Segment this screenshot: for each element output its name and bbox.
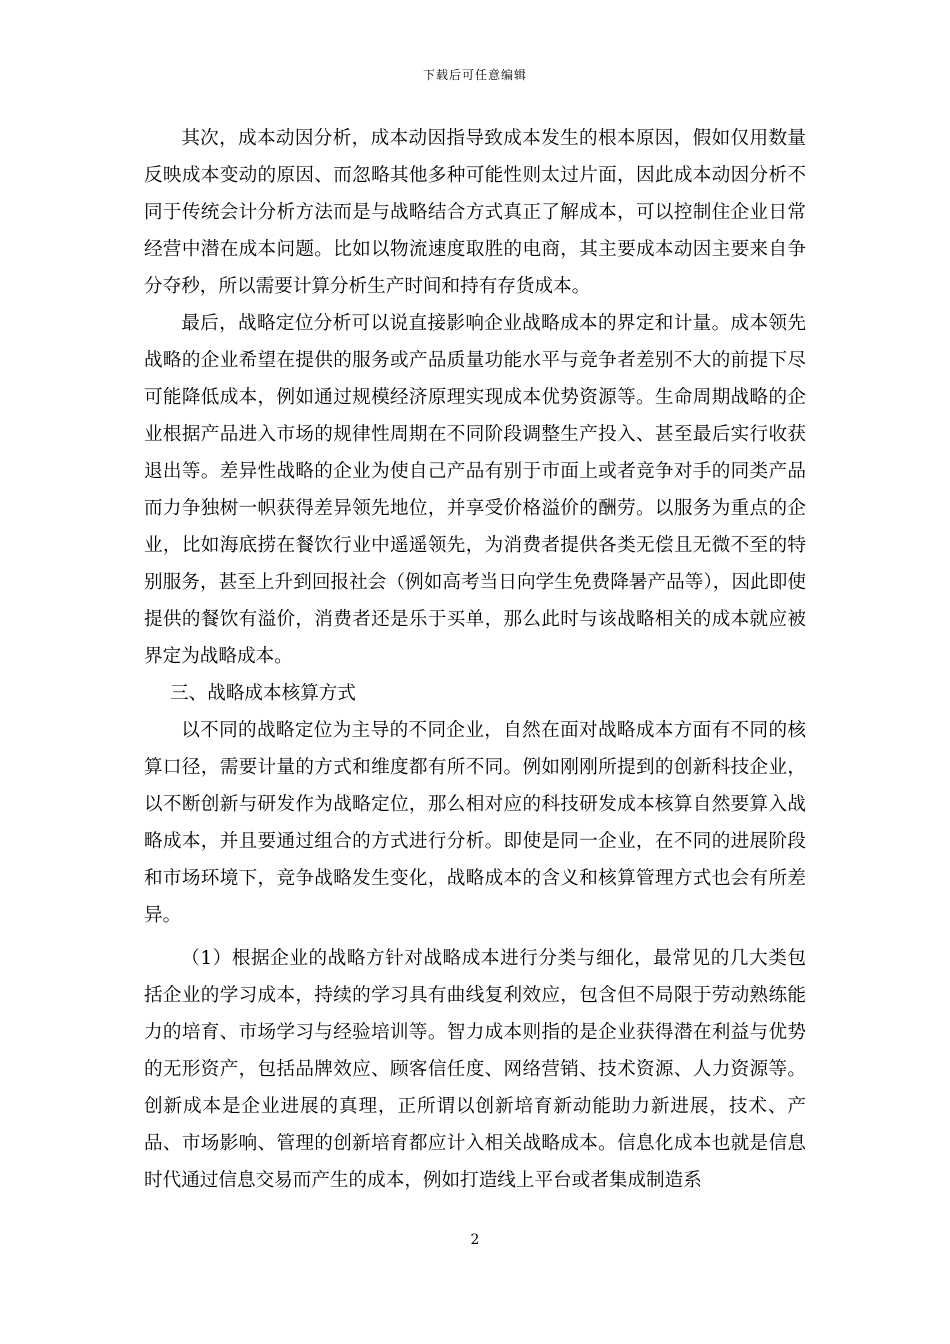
paragraph-item-1: （1）根据企业的战略方针对战略成本进行分类与细化，最常见的几大类包括企业的学习成本，持续的学习具有曲线复利效应，包含但不局限于劳动熟练能力的培育、市场学习与经验培训等。智力成本则指的是企业获得潜在利益与优势的无形资产，包括品牌效应、顾客信任度、网络营销、技术资源、人力资源等。创新成本是企业进展的真理，正所谓以创新培育新动能助力新进展，技术、产品、市场影响、管理的创新培育都应计入相关战略成本。信息化成本也就是信息时代通过信息交易而产生的成本，例如打造线上平台或者集成制造系 [144,948,806,1191]
page-number: 2 [470,1232,480,1248]
section-heading: 三、战略成本核算方式 [170,683,356,704]
paragraph-strategic-positioning: 最后，战略定位分析可以说直接影响企业战略成本的界定和计量。成本领先战略的企业希望在提供的服务或产品质量功能水平与竞争者差别不大的前提下尽可能降低成本，例如通过规模经济原理实现成本优势资源等。生命周期战略的企业根据产品进入市场的规律性周期在不同阶段调整生产投入、甚至最后实行收获退出等。差异性战略的企业为使自己产品有别于市面上或者竞争对手的同类产品而力争独树一帜获得差异领先地位，并享受价格溢价的酬劳。以服务为重点的企业，比如海底捞在餐饮行业中遥遥领先，为消费者提供各类无偿且无微不至的特别服务，甚至上升到回报社会（例如高考当日向学生免费降暑产品等），因此即使提供的餐饮有溢价，消费者还是乐于买单，那么此时与该战略相关的成本就应被界定为战略成本。 [144,313,806,667]
paragraph-cost-driver: 其次，成本动因分析，成本动因指导致成本发生的根本原因，假如仅用数量反映成本变动的原因、而忽略其他多种可能性则太过片面，因此成本动因分析不同于传统会计分析方法而是与战略结合方式真正了解成本，可以控制住企业日常经营中潜在成本问题。比如以物流速度取胜的电商，其主要成本动因主要来自争分夺秒，所以需要计算分析生产时间和持有存货成本。 [144,128,806,297]
page-header: 下载后可任意编辑 [422,68,527,82]
paragraph-accounting-method: 以不同的战略定位为主导的不同企业，自然在面对战略成本方面有不同的核算口径，需要计量的方式和维度都有所不同。例如刚刚所提到的创新科技企业，以不断创新与研发作为战略定位，那么相对应的科技研发成本核算自然要算入战略成本，并且要通过组合的方式进行分析。即使是同一企业，在不同的进展阶段和市场环境下，竞争战略发生变化，战略成本的含义和核算管理方式也会有所差异。 [144,720,806,926]
document-body [144,120,806,1199]
